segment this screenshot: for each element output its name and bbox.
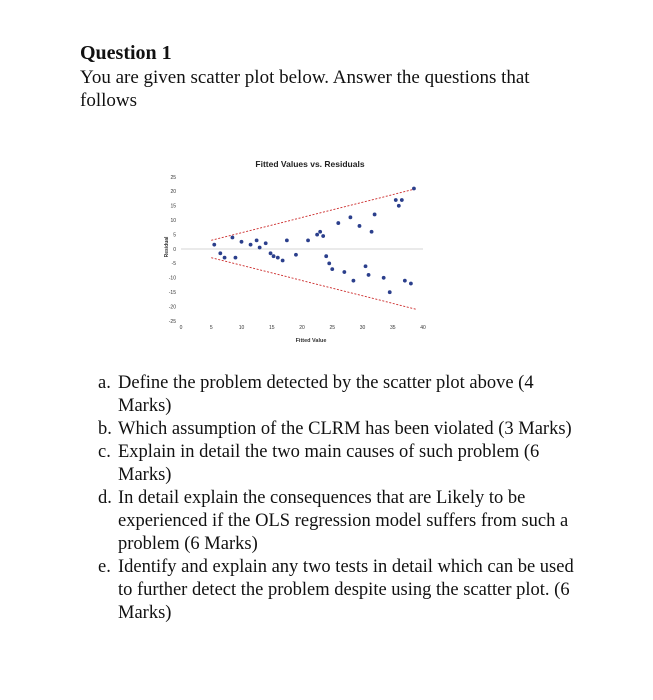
data-point bbox=[358, 224, 362, 228]
y-tick-label: -20 bbox=[168, 304, 176, 311]
y-tick-label: 10 bbox=[170, 218, 176, 224]
data-point bbox=[336, 221, 340, 225]
data-point bbox=[218, 251, 222, 255]
data-point bbox=[315, 233, 319, 237]
upper-envelope-line bbox=[211, 189, 417, 241]
scatter-plot-figure bbox=[150, 150, 440, 350]
data-point bbox=[364, 264, 368, 268]
question-marker: a. bbox=[98, 373, 111, 393]
data-point bbox=[330, 267, 334, 271]
question-item-e bbox=[98, 556, 578, 625]
y-tick-label: -15 bbox=[168, 290, 176, 296]
data-point bbox=[272, 254, 276, 258]
question-item-d bbox=[98, 487, 578, 556]
question-intro: You are given scatter plot below. Answer the questions that follows bbox=[80, 67, 530, 111]
data-point bbox=[294, 253, 298, 257]
data-point bbox=[255, 238, 259, 242]
question-text: Define the problem detected by the scatter plot above (4 Marks) bbox=[118, 373, 534, 416]
question-marker: b. bbox=[98, 419, 112, 439]
data-point bbox=[321, 234, 325, 238]
question-text: In detail explain the consequences that are Likely to be experienced if the OLS regression model suffers from such a problem (6 Marks) bbox=[118, 488, 569, 554]
x-tick-label: 10 bbox=[238, 325, 245, 331]
chart-title: Fitted Values vs. Residuals bbox=[255, 159, 365, 169]
data-point bbox=[240, 240, 244, 244]
question-title: Question 1 bbox=[80, 42, 172, 64]
data-point bbox=[397, 204, 401, 208]
question-text: Which assumption of the CLRM has been violated (3 Marks) bbox=[118, 419, 572, 439]
y-tick-label: 0 bbox=[173, 246, 176, 253]
data-point bbox=[258, 246, 262, 250]
data-point bbox=[367, 273, 371, 277]
x-axis-label: Fitted Value bbox=[295, 338, 327, 344]
x-tick-label: 15 bbox=[268, 325, 275, 331]
y-tick-label: -5 bbox=[171, 261, 176, 268]
lower-envelope-line bbox=[211, 258, 417, 310]
data-point bbox=[306, 238, 310, 242]
data-point bbox=[412, 187, 416, 191]
data-point bbox=[382, 276, 386, 280]
y-tick-label: -25 bbox=[168, 318, 176, 325]
data-point bbox=[394, 198, 398, 202]
data-point bbox=[324, 254, 328, 258]
x-tick-label: 5 bbox=[209, 325, 213, 331]
x-tick-label: 0 bbox=[179, 325, 183, 331]
x-tick-label: 30 bbox=[359, 325, 366, 331]
data-point bbox=[403, 279, 407, 283]
data-point bbox=[276, 256, 280, 260]
question-text: Explain in detail the two main causes of such problem (6 Marks) bbox=[118, 442, 540, 485]
data-point bbox=[373, 213, 377, 217]
question-item-a bbox=[98, 372, 578, 418]
x-tick-label: 35 bbox=[389, 325, 396, 331]
data-point bbox=[409, 282, 413, 286]
question-marker: c. bbox=[98, 442, 111, 462]
data-point bbox=[269, 251, 273, 255]
y-axis-label: Residual bbox=[164, 236, 170, 258]
data-point bbox=[234, 256, 238, 260]
data-point bbox=[249, 243, 253, 247]
data-point bbox=[352, 279, 356, 283]
data-point bbox=[370, 230, 374, 234]
data-point bbox=[342, 270, 346, 274]
question-text: Identify and explain any two tests in detail which can be used to further detect the problem despite using the scatter plot. (6 Marks) bbox=[118, 557, 574, 623]
data-point bbox=[318, 230, 322, 234]
data-point bbox=[264, 241, 268, 245]
question-list bbox=[98, 372, 578, 625]
question-marker: d. bbox=[98, 488, 112, 508]
data-point bbox=[223, 256, 227, 260]
data-point bbox=[400, 198, 404, 202]
x-tick-label: 20 bbox=[299, 325, 305, 331]
question-item-b bbox=[98, 418, 578, 441]
data-point bbox=[231, 236, 235, 240]
data-point bbox=[327, 262, 331, 266]
y-tick-label: 5 bbox=[173, 232, 176, 239]
data-point bbox=[212, 243, 216, 247]
y-tick-label: -10 bbox=[168, 275, 176, 282]
question-marker: e. bbox=[98, 557, 111, 577]
x-tick-label: 25 bbox=[329, 325, 336, 331]
data-point bbox=[349, 215, 353, 219]
data-point bbox=[388, 290, 392, 294]
data-point bbox=[281, 259, 285, 263]
question-item-c bbox=[98, 441, 578, 487]
scatter-plot bbox=[150, 150, 440, 350]
y-tick-label: 15 bbox=[170, 203, 176, 210]
y-tick-label: 25 bbox=[170, 174, 176, 181]
x-tick-label: 40 bbox=[420, 325, 426, 331]
data-point bbox=[285, 238, 289, 242]
y-tick-label: 20 bbox=[170, 189, 176, 196]
